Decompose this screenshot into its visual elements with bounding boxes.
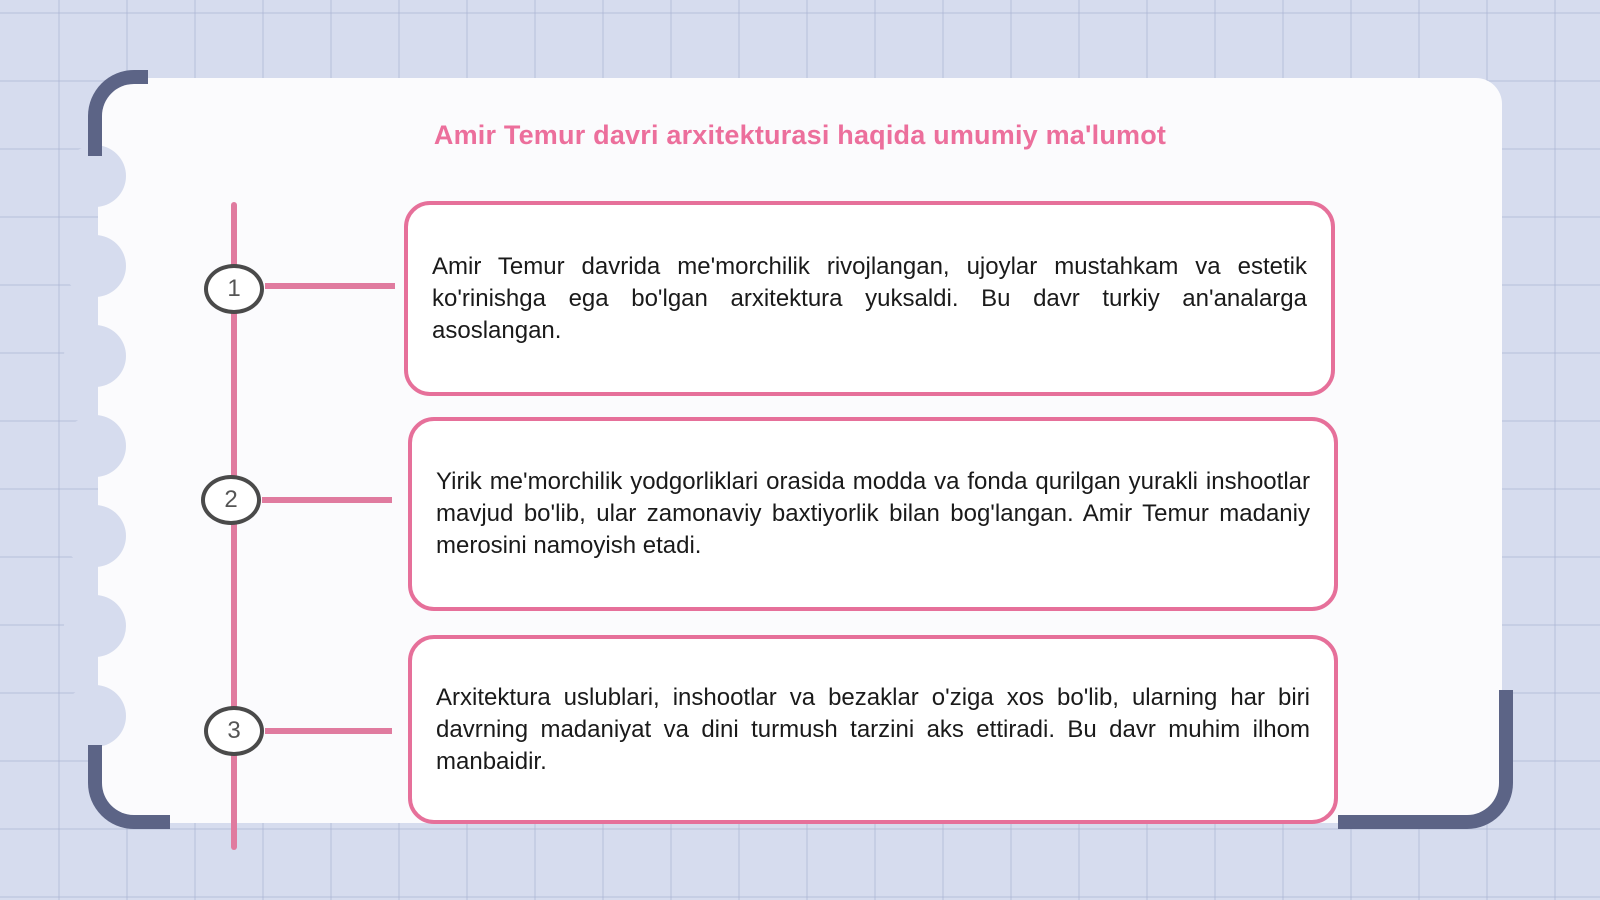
timeline-connector xyxy=(262,497,392,503)
timeline-number-badge: 1 xyxy=(204,264,264,314)
timeline-item-text: Arxitektura uslublari, inshootlar va bezaklar o'ziga xos bo'lib, ularning har biri davrning madaniyat va dini turmush tarzini aks ettiradi. Bu davr muhim ilhom manbaidir. xyxy=(436,683,1310,775)
timeline-connector xyxy=(265,728,392,734)
frame-corner-bottom-left xyxy=(88,745,170,829)
timeline-item-text: Yirik me'morchilik yodgorliklari orasida modda va fonda qurilgan yurakli inshootlar mavjud bo'lib, ular zamonaviy baxtiyorlik bilan bog'langan. Amir Temur madaniy merosini namoyish etadi. xyxy=(436,468,1310,559)
frame-corner-top-left xyxy=(88,70,148,156)
scallop-decoration xyxy=(64,325,126,387)
timeline-item-text: Amir Temur davrida me'morchilik rivojlangan, ujoylar mustahkam va estetik ko'rinishga ega bo'lgan arxitektura yuksaldi. Bu davr turkiy an'analarga asoslangan. xyxy=(432,252,1307,344)
timeline-number-badge: 3 xyxy=(204,706,264,756)
timeline-connector xyxy=(265,283,395,289)
timeline-text-box xyxy=(408,635,1338,824)
frame-corner-bottom-right xyxy=(1338,690,1513,829)
scallop-decoration xyxy=(64,505,126,567)
timeline-text-box xyxy=(404,201,1335,396)
timeline-text-box xyxy=(408,417,1338,611)
scallop-decoration xyxy=(64,235,126,297)
scallop-decoration xyxy=(64,685,126,747)
slide-title: Amir Temur davri arxitekturasi haqida umumiy ma'lumot xyxy=(433,120,1167,150)
timeline-number-badge: 2 xyxy=(201,475,261,525)
scallop-decoration xyxy=(64,595,126,657)
scallop-decoration xyxy=(64,415,126,477)
